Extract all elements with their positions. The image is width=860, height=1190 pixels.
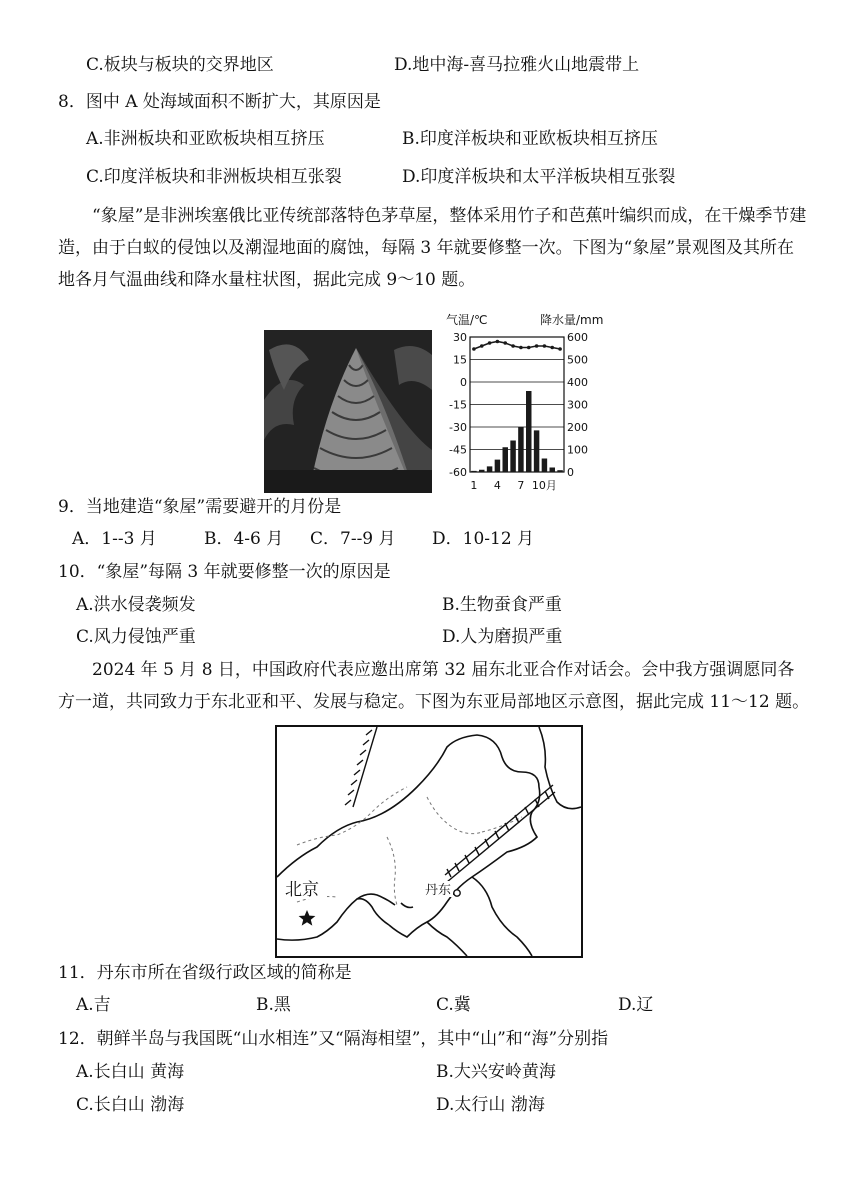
left-axis-label: 气温/℃ (446, 313, 488, 327)
left-tick-label: -15 (449, 398, 467, 412)
precipitation-bar (479, 470, 484, 472)
q7-option-d: D.地中海-喜马拉雅火山地震带上 (394, 55, 640, 75)
precipitation-bar (550, 468, 555, 473)
q8-option-d: D.印度洋板块和太平洋板块相互张裂 (402, 167, 676, 187)
q11-option-b: B.黑 (256, 995, 291, 1015)
precipitation-bar (495, 460, 500, 472)
temperature-point (535, 344, 539, 348)
q8-option-a: A.非洲板块和亚欧板块相互挤压 (86, 129, 325, 149)
q11-option-a: A.吉 (76, 995, 111, 1015)
right-tick-label: 600 (567, 331, 588, 344)
map-label-dandong: 丹东 (425, 883, 452, 898)
q10-option-d: D.人为磨损严重 (442, 627, 563, 647)
temperature-point (480, 344, 484, 348)
east-asia-map-svg (277, 727, 581, 956)
temperature-point (558, 347, 562, 351)
q9-option-c: C．7--9 月 (310, 529, 396, 549)
q12-option-a: A.长白山 黄海 (76, 1062, 185, 1082)
q12-option-c: C.长白山 渤海 (76, 1095, 185, 1115)
thatched-hut-image (264, 330, 432, 493)
q10-option-c: C.风力侵蚀严重 (76, 627, 196, 647)
temperature-point (488, 341, 492, 345)
precipitation-bar (487, 466, 492, 472)
passage-elephant-house: “象屋”是非洲埃塞俄比亚传统部落特色茅草屋，整体采用竹子和芭蕉叶编织而成，在干燥季节建造，由于白蚁的侵蚀以及潮湿地面的腐蚀，每隔 3 年就要修整一次。下图为“象屋”景观图及其所在地各月气温曲线和降水量柱状图，据此完成 9～10 题。 (58, 206, 807, 290)
right-tick-label: 0 (567, 466, 574, 479)
east-asia-map (275, 725, 583, 958)
q10-option-a: A.洪水侵袭频发 (76, 595, 196, 615)
dandong-marker-icon (454, 890, 460, 896)
temperature-point (496, 340, 500, 344)
precipitation-bar (542, 459, 547, 473)
x-tick-label: 1 (470, 479, 478, 492)
q12-option-d: D.太行山 渤海 (436, 1095, 545, 1115)
q12-stem: 12．朝鲜半岛与我国既“山水相连”又“隔海相望”，其中“山”和“海”分别指 (58, 1029, 609, 1049)
temperature-point (527, 346, 531, 350)
right-tick-label: 400 (567, 376, 588, 389)
q9-option-a: A．1--3 月 (72, 529, 157, 549)
temperature-point (550, 346, 554, 350)
precipitation-bar (534, 430, 539, 472)
q11-option-c: C.冀 (436, 995, 471, 1015)
precipitation-bar (503, 447, 508, 472)
precipitation-bar (526, 391, 531, 472)
left-tick-label: 30 (453, 331, 467, 344)
x-tick-label: 7 (517, 479, 525, 492)
map-label-beijing: 北京 (285, 880, 319, 900)
left-tick-label: 15 (453, 353, 467, 367)
left-tick-label: -30 (449, 421, 467, 434)
right-axis-label: 降水量/mm (540, 313, 604, 327)
q9-stem: 9．当地建造“象屋”需要避开的月份是 (58, 497, 342, 517)
q7-option-c: C.板块与板块的交界地区 (86, 55, 274, 75)
q9-option-b: B．4-6 月 (204, 529, 284, 549)
q10-stem: 10．“象屋”每隔 3 年就要修整一次的原因是 (58, 562, 391, 582)
passage-northeast-asia: 2024 年 5 月 8 日，中国政府代表应邀出席第 32 届东北亚合作对话会。会中我方强调愿同各方一道，共同致力于东北亚和平、发展与稳定。下图为东亚局部地区示意图，据此完成 11～12 题。 (58, 660, 810, 712)
precipitation-bar (557, 470, 562, 472)
q8-stem: 8．图中 A 处海域面积不断扩大，其原因是 (58, 92, 381, 112)
precipitation-bar (471, 471, 476, 472)
x-tick-label: 4 (493, 479, 501, 492)
beijing-star-icon (299, 910, 316, 926)
climate-chart-svg (436, 310, 604, 493)
right-tick-label: 300 (567, 398, 588, 412)
q8-option-c: C.印度洋板块和非洲板块相互张裂 (86, 167, 342, 187)
right-tick-label: 200 (567, 421, 588, 434)
left-tick-label: -45 (449, 443, 467, 457)
precipitation-bar (510, 441, 515, 473)
precipitation-bar (518, 427, 523, 472)
temperature-point (519, 346, 523, 350)
elephant-house-photo (264, 330, 432, 493)
mountain-range-hatch (345, 727, 555, 882)
temperature-point (503, 341, 507, 345)
left-tick-label: -60 (449, 466, 467, 479)
temperature-point (511, 344, 515, 348)
q11-stem: 11．丹东市所在省级行政区域的简称是 (58, 963, 352, 983)
q10-option-b: B.生物蚕食严重 (442, 595, 562, 615)
q9-option-d: D．10-12 月 (432, 529, 535, 549)
left-tick-label: 0 (460, 376, 467, 389)
right-tick-label: 100 (567, 443, 588, 457)
temperature-point (543, 344, 547, 348)
right-tick-label: 500 (567, 353, 588, 367)
temperature-line (474, 342, 560, 350)
q12-option-b: B.大兴安岭黄海 (436, 1062, 556, 1082)
x-tick-label: 10月 (531, 479, 557, 492)
q8-option-b: B.印度洋板块和亚欧板块相互挤压 (402, 129, 658, 149)
climate-chart (436, 310, 604, 493)
q11-option-d: D.辽 (618, 995, 654, 1015)
temperature-point (472, 347, 476, 351)
